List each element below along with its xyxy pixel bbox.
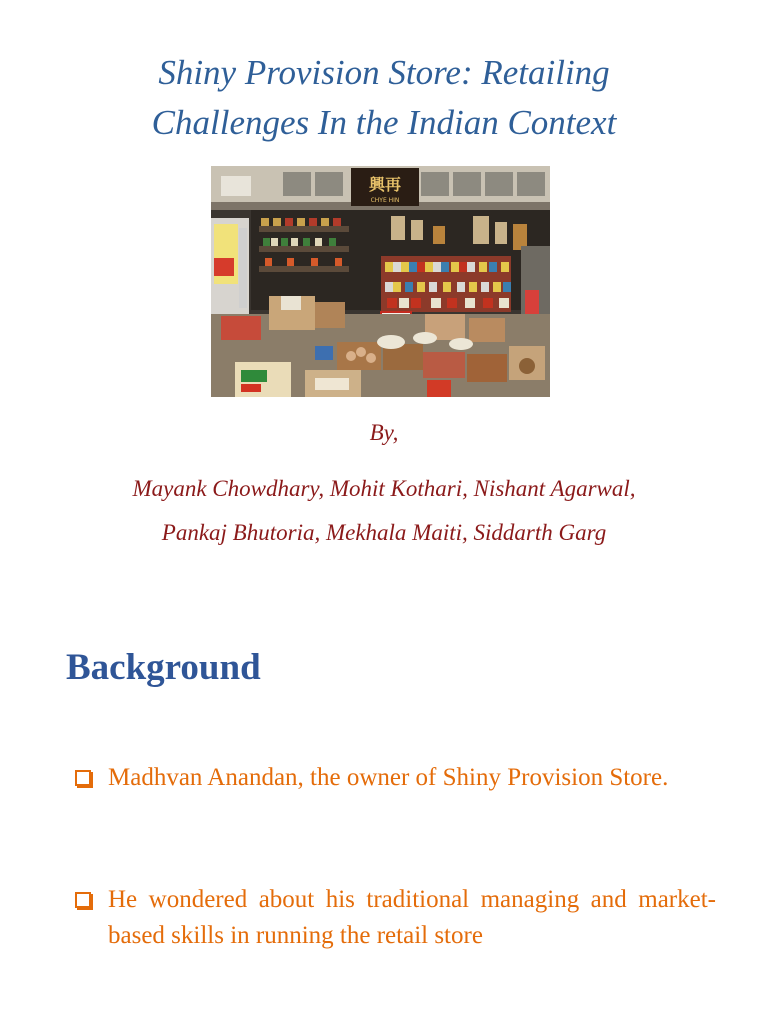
authors-line-2: Pankaj Bhutoria, Mekhala Maiti, Siddarth Garg <box>161 520 607 545</box>
shop-sign-subtext: CHYE HIN <box>370 197 400 204</box>
checkbox-bullet-icon <box>75 892 91 908</box>
bullet-text: Madhvan Anandan, the owner of Shiny Provision Store. <box>108 764 669 791</box>
authors-line-1: Mayank Chowdhary, Mohit Kothari, Nishant Agarwal, <box>132 476 636 501</box>
checkbox-bullet-icon <box>75 770 91 786</box>
shop-sign-text: 興再 <box>368 175 402 194</box>
store-photo <box>211 166 550 397</box>
section-heading: Background <box>66 647 261 688</box>
bullet-item <box>75 882 716 954</box>
slide-title <box>0 48 768 148</box>
bullet-text: He wondered about his traditional managing and market-based skills in running the retail store <box>108 886 716 949</box>
bullet-item <box>75 760 716 796</box>
title-line-2: Challenges In the Indian Context <box>151 103 617 142</box>
by-label: By, <box>369 420 399 445</box>
title-line-1: Shiny Provision Store: Retailing <box>158 53 610 92</box>
